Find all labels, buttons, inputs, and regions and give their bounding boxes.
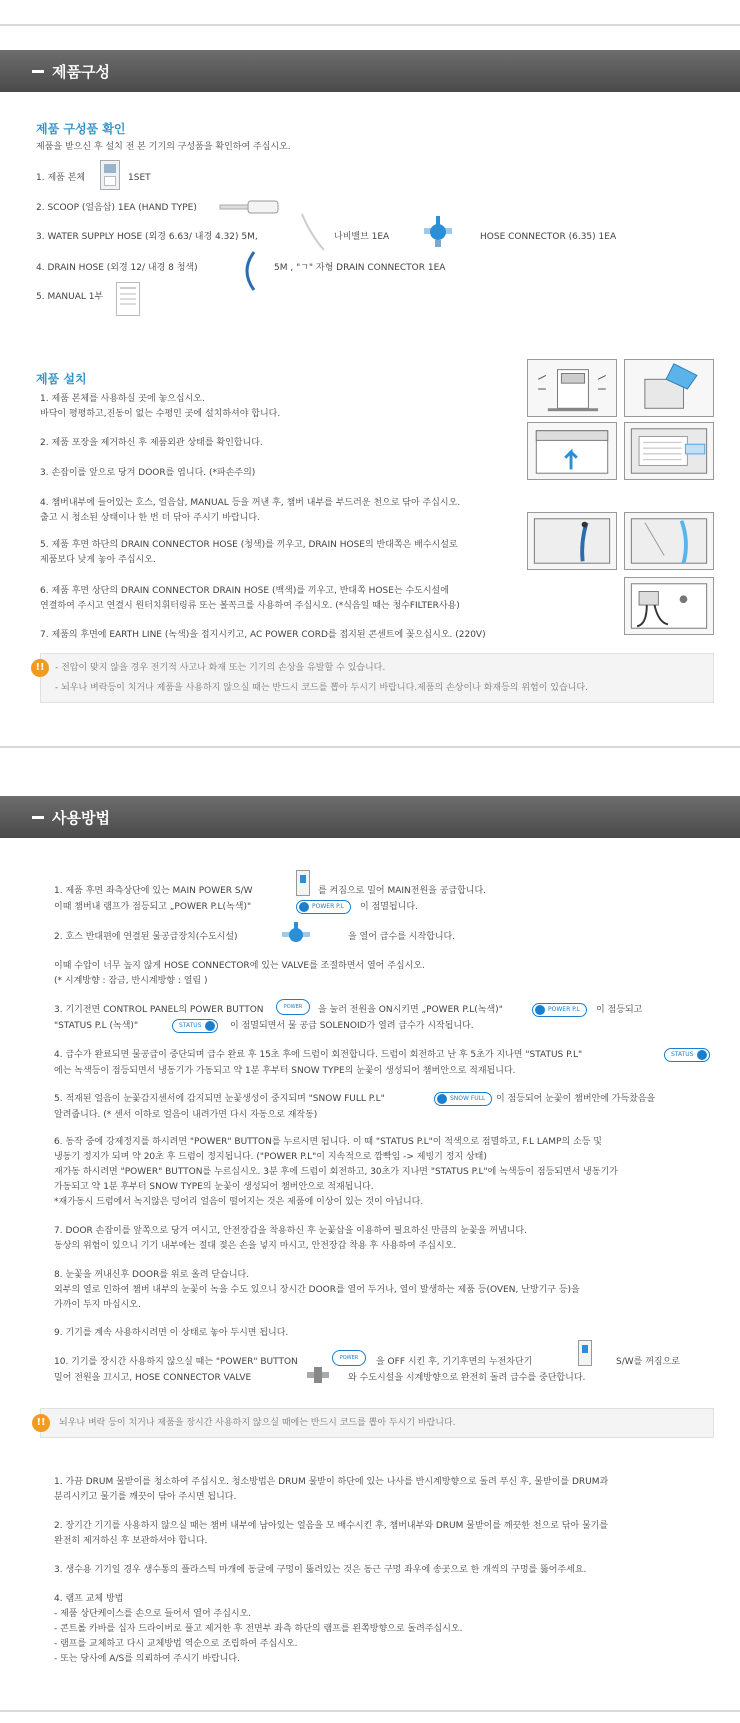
usage-step-2a: 2. 호스 반대편에 연결된 물공급장치(수도시설) bbox=[54, 932, 238, 942]
hose-connector-icon bbox=[420, 214, 456, 248]
install-illustration-unbox bbox=[624, 359, 714, 417]
usage-step-1b: 를 켜짐으로 밀어 MAIN전원을 공급합니다. bbox=[318, 886, 487, 896]
usage-step-4a: 4. 급수가 완료되면 물공급이 중단되며 급수 완료 후 15초 후에 드럼이 회전합니다. 드럼이 회전하고 난 후 5초가 지나면 "STATUS P.L" bbox=[54, 1050, 583, 1060]
usage-step-3a: 3. 기기전면 CONTROL PANEL의 POWER BUTTON bbox=[54, 1005, 264, 1015]
component-item-4: 4. DRAIN HOSE (외경 12/ 내경 8 청색) bbox=[36, 263, 198, 273]
install-illustration-drain-hose bbox=[527, 512, 617, 570]
usage-step-3b: 을 눌러 전원을 ON시키면 „POWER P.L(녹색)" bbox=[318, 1005, 503, 1015]
component-item-3: 3. WATER SUPPLY HOSE (외경 6.63/ 내경 4.32) 5M, bbox=[36, 232, 258, 242]
component-item-1-qty: 1SET bbox=[128, 173, 151, 183]
power-button[interactable]: POWER bbox=[332, 1350, 366, 1366]
install-illustration-power bbox=[624, 577, 714, 635]
power-button[interactable]: POWER bbox=[276, 999, 310, 1015]
usage-step-1c: 이때 챔버내 램프가 점등되고 „POWER P.L(녹색)" bbox=[54, 902, 252, 912]
install-step-2: 2. 제품 포장을 제거하신 후 제품외관 상태를 확인합니다. bbox=[40, 438, 263, 448]
confirm-heading: 제품 구성품 확인 bbox=[36, 122, 126, 136]
ice-machine-icon bbox=[100, 160, 120, 190]
section-title: 제품구성 bbox=[52, 63, 110, 81]
scoop-icon bbox=[218, 199, 282, 215]
usage-step-1a: 1. 제품 후면 좌측상단에 있는 MAIN POWER S/W bbox=[54, 886, 253, 896]
section-bar-usage bbox=[0, 796, 740, 838]
usage-step-2b: 을 열어 급수를 시작합니다. bbox=[348, 932, 456, 942]
install-heading: 제품 설치 bbox=[36, 372, 87, 386]
install-illustration-door bbox=[527, 422, 617, 480]
install-step-6: 6. 제품 후면 상단의 DRAIN CONNECTOR DRAIN HOSE (백색)를 끼우고, 반대쪽 HOSE는 수도시설에 연결하여 주시고 연결시 원터치휘터링류 또는 볼꼭크를 사용하여 주십시오. (*식음일 때는 청수FILTER사용) bbox=[40, 586, 460, 611]
usage-step-10a: 10. 기기를 장시간 사용하지 않으실 때는 "POWER" BUTTON bbox=[54, 1357, 298, 1367]
top-divider bbox=[0, 24, 740, 26]
usage-step-10b: 을 OFF 시킨 후, 기기후면의 누전차단기 bbox=[376, 1357, 533, 1367]
confirm-intro: 제품을 받으신 후 설치 전 본 기기의 구성품을 확인하여 주십시오. bbox=[36, 142, 291, 152]
install-illustration-supply-hose bbox=[624, 512, 714, 570]
manual-icon bbox=[116, 282, 140, 316]
install-step-3: 3. 손잡이를 앞으로 당겨 DOOR를 엽니다. (*파손주의) bbox=[40, 468, 256, 478]
usage-warning-text: 뇌우나 벼락 등이 치거나 제품을 장시간 사용하지 않으실 때에는 반드시 코드를 뽑아 두시기 바랍니다. bbox=[59, 1418, 456, 1428]
usage-step-10d: 밀어 전원을 끄시고, HOSE CONNECTOR VALVE bbox=[54, 1373, 252, 1383]
usage-step-10e: 와 수도시설을 시계방향으로 완전히 돌려 급수를 중단합니다. bbox=[348, 1373, 586, 1383]
usage-step-3e: 이 점멸되면서 물 공급 SOLENOID가 열려 급수가 시작됩니다. bbox=[230, 1021, 474, 1031]
section-divider bbox=[0, 746, 740, 748]
usage-step-9: 9. 기기를 계속 사용하시려면 이 상태로 놓아 두시면 됩니다. bbox=[54, 1328, 289, 1338]
install-step-7: 7. 제품의 후면에 EARTH LINE (녹색)을 접지시키고, AC POWER CORD를 접지된 콘센트에 꽂으십시오. (220V) bbox=[40, 630, 486, 640]
install-illustration-placement bbox=[527, 359, 617, 417]
usage-step-3c: 이 점등되고 bbox=[596, 1005, 643, 1015]
warning-icon: !! bbox=[31, 659, 49, 677]
warning-icon: !! bbox=[32, 1414, 50, 1432]
install-step-1: 1. 제품 본체를 사용하실 곳에 놓으십시오. 바닥이 평평하고,진동이 없는 수평인 곳에 설치하셔야 합니다. bbox=[40, 394, 281, 419]
component-item-2: 2. SCOOP (얼음삽) 1EA (HAND TYPE) bbox=[36, 203, 197, 213]
usage-step-2c: 이때 수압이 너무 높지 않게 HOSE CONNECTOR에 있는 VALVE를 조절하면서 열어 주십시오. bbox=[54, 961, 425, 971]
usage-step-5c: 알려줍니다. (* 센서 이하로 얼음이 내려가면 다시 자동으로 재작동) bbox=[54, 1110, 318, 1120]
status-pl-indicator: STATUS bbox=[172, 1019, 218, 1033]
warning-line-2: - 뇌우나 벼락등이 치거나 제품을 사용하지 않으실 때는 반드시 코드를 뽑아 두시기 바랍니다.제품의 손상이나 화재등의 위험이 있습니다. bbox=[55, 683, 588, 693]
care-item-3: 3. 생수용 기기일 경우 생수통의 플라스틱 마개에 동글에 구멍이 뚫려있는 것은 동근 구멍 좌우에 송곳으로 한 개씩의 구멍를 뚫어주세요. bbox=[54, 1565, 587, 1575]
section-bar-composition bbox=[0, 50, 740, 92]
care-item-2: 2. 장기간 기기를 사용하지 않으실 때는 챔버 내부에 남아있는 얼음을 모 배수시킨 후, 챔버내부와 DRUM 물받이를 깨끗한 천으로 닦아 물기를 완전히 제거하신 후 보관하셔야 합니다. bbox=[54, 1521, 609, 1546]
warning-line-1: - 전압이 맞지 않을 경우 전기적 사고나 화재 또는 기기의 손상을 유발할 수 있습니다. bbox=[55, 663, 386, 673]
component-item-1: 1. 제품 본체 bbox=[36, 173, 86, 183]
usage-step-5b: 이 점등되어 눈꽃이 챔버안에 가득찼음을 bbox=[496, 1094, 656, 1104]
component-item-3-valve: 나비밸브 1EA bbox=[334, 232, 390, 242]
usage-step-4b: 에는 녹색등이 점등되면서 냉동기가 가동되고 약 1분 후부터 SNOW TYPE의 눈꽃이 생성되어 챔버안으로 적재됩니다. bbox=[54, 1066, 516, 1076]
component-item-4-connector: 5M , "ㄱ" 자형 DRAIN CONNECTOR 1EA bbox=[274, 263, 446, 273]
section-title: 사용방법 bbox=[52, 809, 110, 827]
usage-step-10c: S/W를 꺼짐으로 bbox=[616, 1357, 680, 1367]
usage-step-6: 6. 동작 중에 강제정지를 하시려면 "POWER" BUTTON를 누르시면 됩니다. 이 때 "STATUS P.L"이 적색으로 점멸하고, F.L LAMP의 소등 및 냉동기 정지가 되며 약 20초 후 드럼이 정지됩니다. ("POWER P.L"이 지속적으로 깜빡임 -> 제빙기 정지 상태) 재가동 하시려면 "POWER" BUTTON를 누르십시오. 3분 후에 드럼이 회전하고, 30초가 지나면 "STATUS P.L"에 녹색등이 점등되면서 냉동기가 가동되고 약 1분 후부터 SNOW TYPE의 눈꽃이 생성되어 챔버안으로 적재됩니다. *재가동시 드럼에서 녹지않은 덩어리 얼음이 떨어지는 것은 제품에 이상이 있는 것이 아닙니다. bbox=[54, 1137, 618, 1207]
usage-step-3d: "STATUS P.L (녹색)" bbox=[54, 1021, 139, 1031]
usage-step-2d: (* 시계방향 : 잠금, 반시계방향 : 열림 ) bbox=[54, 976, 208, 986]
component-item-5: 5. MANUAL 1부 bbox=[36, 292, 104, 302]
care-item-4: 4. 램프 교체 방법 - 제품 상단케이스를 손으로 들어서 열어 주십시오. - 콘트롤 카바를 십자 드라이버로 풀고 제거한 후 전면부 좌측 하단의 램프를 왼쪽방향으로 돌려주십시오. - 램프를 교체하고 다시 교체방법 역순으로 조립하여 주십시오. - 또는 당사에 A/S를 의뢰하여 주시기 바랍니다. bbox=[54, 1594, 463, 1664]
component-item-3-connector: HOSE CONNECTOR (6.35) 1EA bbox=[480, 232, 617, 242]
drain-hose-icon bbox=[238, 250, 258, 292]
care-item-1: 1. 가끔 DRUM 물받이를 청소하여 주십시오. 청소방법은 DRUM 물받이 하단에 있는 나사를 반시계방향으로 돌려 푸신 후, 물받이를 DRUM과 분리시키고 물기를 깨끗이 닦아 주시면 됩니다. bbox=[54, 1477, 609, 1502]
breaker-switch-icon bbox=[578, 1340, 592, 1366]
install-warning-box bbox=[40, 653, 714, 703]
dash-icon bbox=[32, 70, 44, 73]
usage-step-5a: 5. 적재된 얼음이 눈꽃감지센서에 감지되면 눈꽃생성이 중지되며 "SNOW FULL P.L" bbox=[54, 1094, 385, 1104]
power-pl-indicator: POWER P.L bbox=[532, 1003, 587, 1017]
snow-full-indicator: SNOW FULL bbox=[434, 1092, 492, 1106]
power-pl-indicator: POWER P.L bbox=[296, 900, 351, 914]
usage-warning-box bbox=[40, 1408, 714, 1438]
hose-icon bbox=[298, 212, 328, 252]
main-power-switch-icon bbox=[296, 870, 310, 896]
install-step-5: 5. 제품 후면 하단의 DRAIN CONNECTOR HOSE (청색)를 끼우고, DRAIN HOSE의 반대쪽은 배수시설로 제품보다 낮게 놓아 주십시오. bbox=[40, 540, 458, 565]
usage-step-1d: 이 점멸됩니다. bbox=[360, 902, 418, 912]
bottom-divider bbox=[0, 1710, 740, 1712]
hose-valve-icon bbox=[306, 1366, 330, 1384]
water-valve-icon bbox=[280, 922, 312, 948]
usage-step-8: 8. 눈꽃을 꺼내신후 DOOR를 위로 올려 닫습니다. 외부의 열로 인하여 챔버 내부의 눈꽃이 녹을 수도 있으니 장시간 DOOR를 열어 두거나, 열이 발생하는 제품 등(OVEN, 난방기구 등)을 가까이 두지 마십시오. bbox=[54, 1270, 580, 1310]
status-pl-indicator: STATUS bbox=[664, 1048, 710, 1062]
install-step-4: 4. 챔버내부에 들어있는 호스, 얼음삽, MANUAL 등을 꺼낸 후, 챔버 내부를 부드러운 천으로 닦아 주십시오. 출고 시 청소된 상태이나 한 번 더 닦아 주시기 바랍니다. bbox=[40, 498, 461, 523]
dash-icon bbox=[32, 816, 44, 819]
usage-step-7: 7. DOOR 손잡이를 앞쪽으로 당겨 여시고, 안전장갑을 착용하신 후 눈꽃삽을 이용하여 필요하신 만큼의 눈꽃을 꺼냅니다. 동상의 위험이 있으니 기기 내부에는 절대 젖은 손을 넣지 마시고, 안전장갑 착용 후 사용하여 주십시오. bbox=[54, 1226, 527, 1251]
install-illustration-chamber bbox=[624, 422, 714, 480]
